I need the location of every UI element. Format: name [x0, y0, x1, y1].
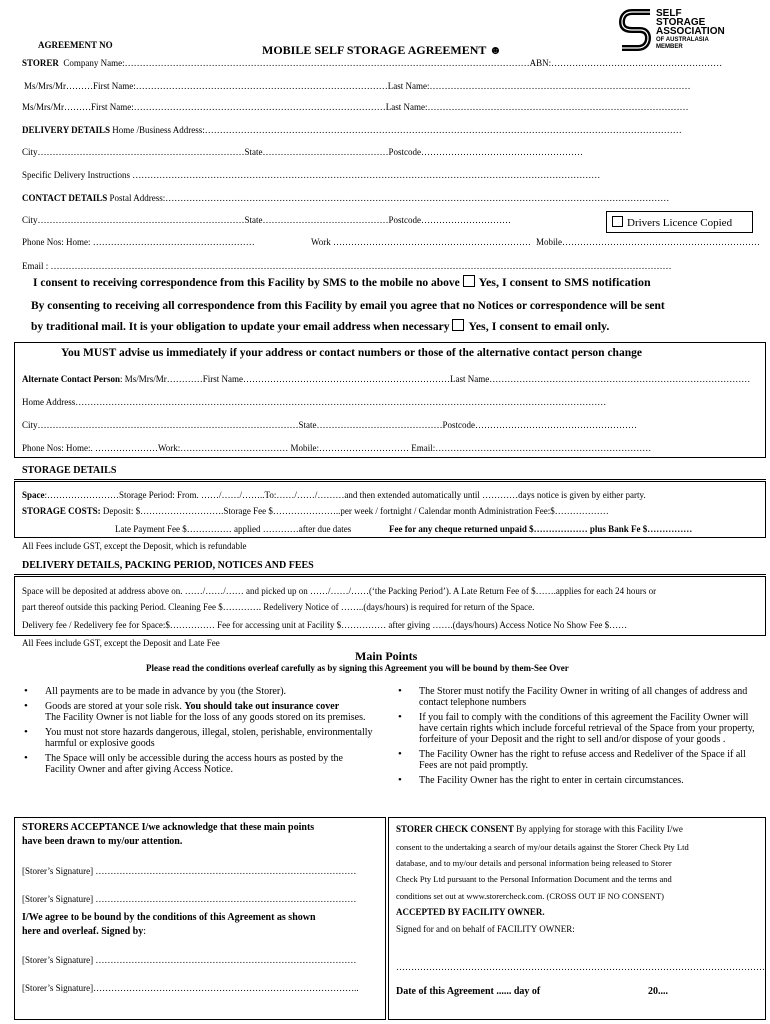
agreement-date-field[interactable]: Date of this Agreement ...... day of — [396, 986, 541, 997]
drivers-licence-checkbox[interactable] — [612, 216, 623, 227]
alternate-name-row[interactable] — [22, 374, 750, 384]
space-row[interactable] — [22, 490, 646, 500]
storage-details-heading: STORAGE DETAILS — [22, 465, 117, 476]
acceptance-heading-2: have been drawn to my/our attention. — [22, 836, 183, 847]
packing-line1[interactable]: Space will be deposited at address above on. ……/……/…… and picked up on ……/……/……(‘the Packing Period’). A Late Return Fee of $…….applies for each 24 hours or — [22, 586, 657, 596]
contact-city-field[interactable]: City……………………………………………………………State……………………………………Postcode………………………… — [22, 215, 511, 225]
storer-company-row[interactable] — [22, 58, 722, 68]
cheque-fee-field[interactable]: Fee for any cheque returned unpaid $……………… plus Bank Fe $…………… — [389, 524, 693, 534]
signature-field-2[interactable]: [Storer’s Signature] …………………………………………………………………………… — [22, 894, 357, 904]
accepted-by-owner: ACCEPTED BY FACILITY OWNER. — [396, 907, 545, 917]
storage-divider — [14, 479, 766, 480]
storer-name-1-field[interactable]: Ms/Mrs/Mr………First Name:…………………………………………………………………………Last Name:…………………………………………………………………………… — [24, 81, 691, 91]
main-points-right-list — [394, 686, 756, 790]
sms-consent-text: I consent to receiving correspondence from this Facility by SMS to the mobile no above — [33, 277, 460, 289]
logo-line3: ASSOCIATION — [656, 26, 725, 37]
logo-line4: OF AUSTRALASIA — [656, 37, 709, 43]
delivery-details-label: DELIVERY DETAILS — [22, 125, 110, 135]
storer-check-line2: consent to the undertaking a search of my/our details against the Storer Check Pty Ltd — [396, 842, 689, 852]
email-consent-row[interactable] — [31, 319, 609, 334]
point-text-after: The Facility Owner is not liable for the loss of any goods stored on its premises. — [45, 712, 366, 723]
signature-field-3[interactable]: [Storer’s Signature] …………………………………………………………………………… — [22, 955, 357, 965]
point-text: The Space will only be accessible during the access hours as posted by the Facility Owner and after giving Access Notice. — [45, 753, 343, 775]
point-text: The Facility Owner has the right to enter in certain circumstances. — [419, 775, 684, 786]
delivery-instructions-field[interactable]: Specific Delivery Instructions ………………………………………………………………………………………………………………………………………… — [22, 170, 601, 180]
signature-field-4[interactable]: [Storer’s Signature]…………………………………………………………………………….. — [22, 983, 359, 993]
sms-consent-row[interactable] — [33, 275, 651, 290]
logo-emblem-icon — [618, 8, 654, 52]
storer-check-row — [396, 824, 683, 834]
storage-gst-note: All Fees include GST, except the Deposit, which is refundable — [22, 541, 247, 551]
drivers-licence-row — [612, 216, 732, 229]
email-consent-line1: By consenting to receiving all correspondence from this Facility by email you agree that no Notices or correspondence will be sent — [31, 300, 665, 312]
list-item — [20, 701, 375, 723]
page-title — [262, 43, 502, 58]
alternate-phones-field[interactable]: Phone Nos: Home:. …………………Work:……………………………… Mobile:………………………… Email:……………………………………………………………… — [22, 443, 652, 453]
space-label: Space — [22, 490, 45, 500]
change-notice: You MUST advise us immediately if your address or contact numbers or those of the alternative contact person change — [61, 347, 642, 359]
list-item — [394, 712, 756, 745]
main-points-subtitle: Please read the conditions overleaf carefully as by signing this Agreement you will be bound by them-See Over — [146, 663, 569, 673]
logo-line5: MEMBER — [656, 44, 683, 50]
point-text: You must not store hazards dangerous, illegal, stolen, perishable, environmentally harmful or explosive goods — [45, 727, 373, 749]
storer-check-line4: Check Pty Ltd pursuant to the Personal Information Document and the terms and — [396, 874, 672, 884]
point-bold-text: You should take out insurance cover — [184, 701, 340, 712]
storage-period-field[interactable]: :……………………Storage Period: From. ……/……/……..To:……/……/………and then extended automatically until …………days notice is given by either party. — [44, 490, 646, 500]
storer-check-line3: database, and to my/our details and personal information being released to Storer — [396, 858, 672, 868]
phone-work-field[interactable]: Work ………………………………………………………… — [311, 237, 532, 247]
contact-details-label: CONTACT DETAILS — [22, 193, 108, 203]
acceptance-heading-1: STORERS ACCEPTANCE I/we acknowledge that these main points — [22, 822, 315, 833]
page-title-text: MOBILE SELF STORAGE AGREEMENT — [262, 43, 487, 57]
point-text: The Facility Owner has the right to refuse access and Redeliver of the Space if all Fees are not paid promptly. — [419, 749, 746, 771]
storage-costs-row[interactable] — [22, 506, 609, 516]
main-points-title: Main Points — [355, 649, 418, 663]
delivery-city-field[interactable]: City……………………………………………………………State……………………………………Postcode……………………………………………… — [22, 147, 583, 157]
packing-gst-note: All Fees include GST, except the Deposit and Late Fee — [22, 638, 220, 648]
postal-address-field[interactable]: Postal Address:…………………………………………………………………………………………………………………………………………………… — [109, 193, 670, 203]
point-text: The Storer must notify the Facility Owner in writing of all changes of address and contact telephone numbers — [419, 686, 748, 708]
logo-line1: SELF — [656, 8, 682, 19]
sms-consent-checkbox[interactable] — [463, 275, 475, 287]
company-name-field[interactable]: Company Name:………………………………………………………………………………………………………………………ABN:………………………………………………… — [63, 58, 723, 68]
alternate-name-field[interactable]: : Ms/Mrs/Mr…………First Name……………………………………………………………Last Name…………………………………………………………………………… — [119, 374, 751, 384]
email-field[interactable]: Email : ……………………………………………………………………………………………………………………………………………………………………………………… — [22, 261, 672, 271]
list-item — [20, 727, 375, 749]
list-item — [394, 775, 756, 786]
alternate-address-field[interactable]: Home Address…………………………………………………………………………………………………………………………………………………………… — [22, 397, 607, 407]
storage-costs-field[interactable]: Deposit: $……………………….Storage Fee $…………………..per week / fortnight / Calendar month Administration Fee:$……………… — [100, 506, 609, 516]
owner-signature-field[interactable]: …………………………………………………………………………………………………………… — [396, 962, 765, 972]
phone-mobile-field[interactable]: Mobile………………………………………………………… — [536, 237, 760, 247]
logo-line2: STORAGE — [656, 17, 706, 28]
point-text: All payments are to be made in advance by you (the Storer). — [45, 686, 287, 697]
storer-name-2-field[interactable]: Ms/Mrs/Mr………First Name:…………………………………………………………………………Last Name:…………………………………………………………………………… — [22, 102, 689, 112]
main-points-left-list — [20, 686, 375, 779]
packing-line2[interactable]: part thereof outside this packing Period. Cleaning Fee $…………. Redelivery Notice of ……..(days/hours) is required for return of the Space. — [22, 602, 535, 612]
late-payment-fee-field[interactable]: Late Payment Fee $…………… applied …………after due dates — [115, 524, 352, 534]
title-mark-icon: ☻ — [489, 43, 502, 57]
storer-check-heading: STORER CHECK CONSENT — [396, 824, 514, 834]
list-item — [20, 753, 375, 775]
sms-consent-label: Yes, I consent to SMS notification — [478, 275, 651, 289]
email-consent-label: Yes, I consent to email only. — [468, 319, 610, 333]
list-item — [394, 749, 756, 771]
delivery-address-row[interactable] — [22, 125, 682, 135]
list-item — [20, 686, 375, 697]
bound-heading-1: I/We agree to be bound by the conditions of this Agreement as shown — [22, 912, 316, 923]
bound-heading-2: here and overleaf. Signed by — [22, 926, 144, 937]
packing-heading: DELIVERY DETAILS, PACKING PERIOD, NOTICES AND FEES — [22, 560, 314, 571]
storer-label: STORER — [22, 58, 59, 68]
storage-costs-label: STORAGE COSTS: — [22, 506, 101, 516]
packing-line3[interactable]: Delivery fee / Redelivery fee for Space:$…………… Fee for accessing unit at Facility $…………… after giving …….(days/hours) Access Notice No Show Fee $…… — [22, 620, 628, 630]
association-logo — [618, 8, 758, 52]
drivers-licence-label: Drivers Licence Copied — [627, 217, 733, 229]
drivers-licence-box[interactable] — [606, 211, 753, 233]
contact-postal-row[interactable] — [22, 193, 669, 203]
agreement-year-field[interactable]: 20.... — [648, 986, 668, 997]
point-text: Goods are stored at your sole risk. — [45, 701, 185, 712]
signed-for-owner: Signed for and on behalf of FACILITY OWNER: — [396, 924, 575, 934]
bound-heading-2-row — [22, 926, 146, 937]
packing-divider — [14, 574, 766, 575]
email-consent-text: by traditional mail. It is your obligation to update your email address when necessary — [31, 321, 450, 333]
point-text: If you fail to comply with the conditions of this agreement the Facility Owner will have certain rights which include forceful retrieval of the Space from your property, forfeiture of your Deposit and the right to sell and/or dispose of your goods . — [419, 712, 755, 745]
alternate-city-field[interactable]: City……………………………………………………………………………State……………………………………Postcode……………………………………………… — [22, 420, 637, 430]
alternate-contact-label: Alternate Contact Person — [22, 374, 120, 384]
bound-colon: : — [143, 926, 146, 937]
signature-field-1[interactable]: [Storer’s Signature] …………………………………………………………………………… — [22, 866, 357, 876]
phone-home-field[interactable]: Phone Nos: Home: ……………………………………………… — [22, 237, 255, 247]
storer-check-line1: By applying for storage with this Facility I/we — [513, 824, 683, 834]
delivery-address-field[interactable]: Home /Business Address:…………………………………………………………………………………………………………………………………………… — [112, 125, 682, 135]
storer-check-line5: conditions set out at www.storercheck.com. (CROSS OUT IF NO CONSENT) — [396, 891, 664, 901]
list-item — [394, 686, 756, 708]
email-consent-checkbox[interactable] — [452, 319, 464, 331]
agreement-no-label: AGREEMENT NO — [38, 40, 113, 50]
